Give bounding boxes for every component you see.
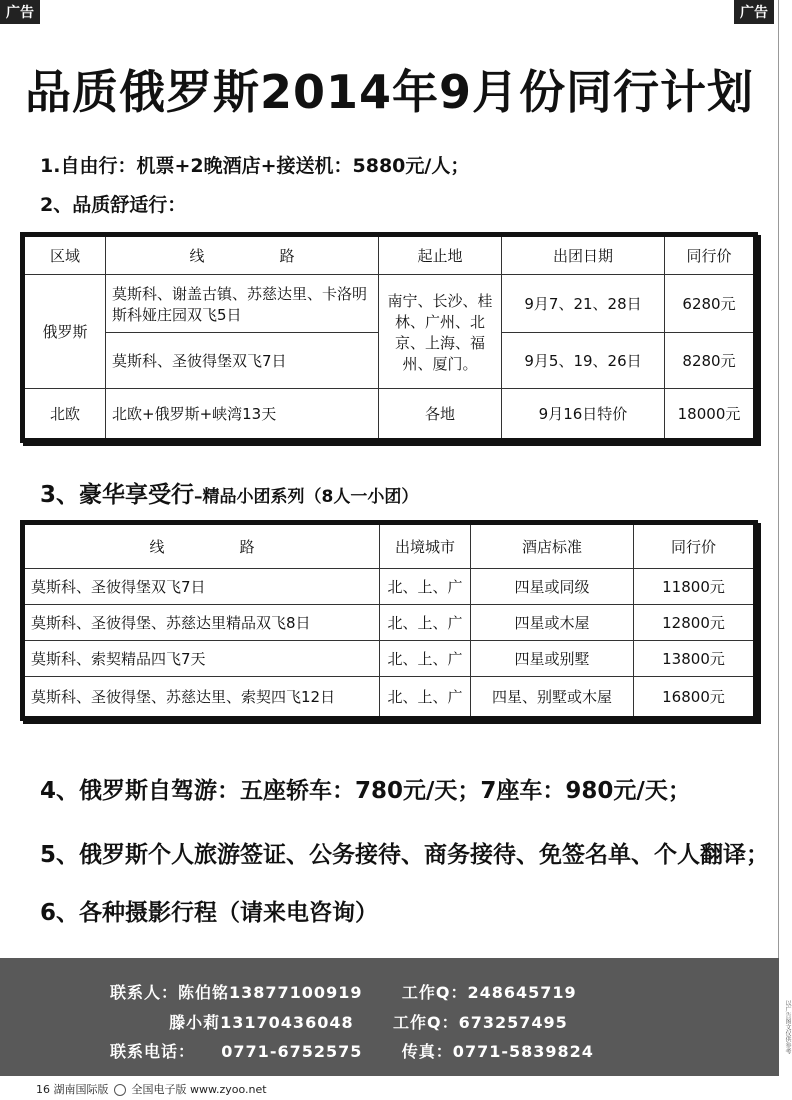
item-3-sub: –精品小团系列（8人一小团） — [194, 487, 419, 507]
cell-city: 北、上、广 — [380, 641, 471, 677]
item-6: 6、各种摄影行程（请来电咨询） — [40, 900, 379, 926]
cell-price: 16800元 — [634, 677, 756, 719]
page-title: 品质俄罗斯2014年9月份同行计划 — [24, 65, 755, 119]
cell-city: 北、上、广 — [380, 605, 471, 641]
website: 全国电子版 www.zyoo.net — [131, 1083, 267, 1096]
cell-dates: 9月7、21、28日 — [502, 275, 665, 333]
table-row — [23, 605, 756, 641]
cell-origin: 各地 — [379, 389, 502, 441]
cell-price: 11800元 — [634, 569, 756, 605]
cell-region-russia: 俄罗斯 — [23, 275, 106, 389]
cell-dates: 9月16日特价 — [502, 389, 665, 441]
sidebar-note: 以广告图文仅供参考 — [784, 1000, 791, 1054]
cell-route: 莫斯科、圣彼得堡双飞7日 — [23, 569, 380, 605]
cell-region-nordic: 北欧 — [23, 389, 106, 441]
item-3-main: 3、豪华享受行 — [40, 482, 195, 508]
cell-route: 莫斯科、圣彼得堡、苏慈达里、索契四飞12日 — [23, 677, 380, 719]
cell-city: 北、上、广 — [380, 677, 471, 719]
cell-hotel: 四星或别墅 — [471, 641, 634, 677]
cell-route: 莫斯科、索契精品四飞7天 — [23, 641, 380, 677]
table-comfort — [20, 232, 758, 443]
th-region: 区域 — [23, 235, 106, 275]
cell-route: 莫斯科、圣彼得堡双飞7日 — [106, 333, 379, 389]
item-4: 4、俄罗斯自驾游：五座轿车：780元/天；7座车：980元/天； — [40, 778, 691, 804]
cell-origin: 南宁、长沙、桂林、广州、北京、上海、福州、厦门。 — [379, 275, 502, 389]
cell-hotel: 四星或木屋 — [471, 605, 634, 641]
item-2: 2、品质舒适行： — [40, 194, 187, 216]
table-luxury — [20, 520, 758, 721]
cell-route: 莫斯科、谢盖古镇、苏慈达里、卡洛明斯科娅庄园双飞5日 — [106, 275, 379, 333]
contact-line-3: 联系电话： 0771-6752575 传真：0771-5839824 — [110, 1042, 594, 1061]
table-row — [23, 569, 756, 605]
cell-price: 18000元 — [665, 389, 756, 441]
th-route: 线 路 — [106, 235, 379, 275]
cell-dates: 9月5、19、26日 — [502, 333, 665, 389]
table-row — [23, 677, 756, 719]
contact-footer — [0, 958, 779, 1076]
table-row — [23, 641, 756, 677]
cell-price: 6280元 — [665, 275, 756, 333]
cell-price: 12800元 — [634, 605, 756, 641]
item-1: 1.自由行：机票+2晚酒店+接送机：5880元/人； — [40, 155, 470, 177]
contact-line-2: 滕小莉13170436048 工作Q：673257495 — [110, 1013, 568, 1032]
th-price: 同行价 — [665, 235, 756, 275]
cell-city: 北、上、广 — [380, 569, 471, 605]
item-5: 5、俄罗斯个人旅游签证、公务接待、商务接待、免签名单、个人翻译； — [40, 842, 770, 868]
contact-line-1: 联系人：陈伯铭13877100919 工作Q：248645719 — [110, 983, 577, 1002]
item-3 — [40, 476, 418, 509]
cell-route: 北欧+俄罗斯+峡湾13天 — [106, 389, 379, 441]
ad-tag-right: 广告 — [734, 0, 774, 24]
cell-route: 莫斯科、圣彼得堡、苏慈达里精品双飞8日 — [23, 605, 380, 641]
cell-hotel: 四星或同级 — [471, 569, 634, 605]
th-hotel: 酒店标准 — [471, 523, 634, 569]
page-number-edition: 16 湖南国际版 — [36, 1083, 109, 1096]
th-departure-city: 出境城市 — [380, 523, 471, 569]
th-origin: 起止地 — [379, 235, 502, 275]
th-price: 同行价 — [634, 523, 756, 569]
logo-icon — [114, 1084, 126, 1096]
cell-price: 8280元 — [665, 333, 756, 389]
cell-hotel: 四星、别墅或木屋 — [471, 677, 634, 719]
th-route: 线 路 — [23, 523, 380, 569]
ad-tag-left: 广告 — [0, 0, 40, 24]
th-dates: 出团日期 — [502, 235, 665, 275]
page-footer — [36, 1081, 267, 1097]
cell-price: 13800元 — [634, 641, 756, 677]
